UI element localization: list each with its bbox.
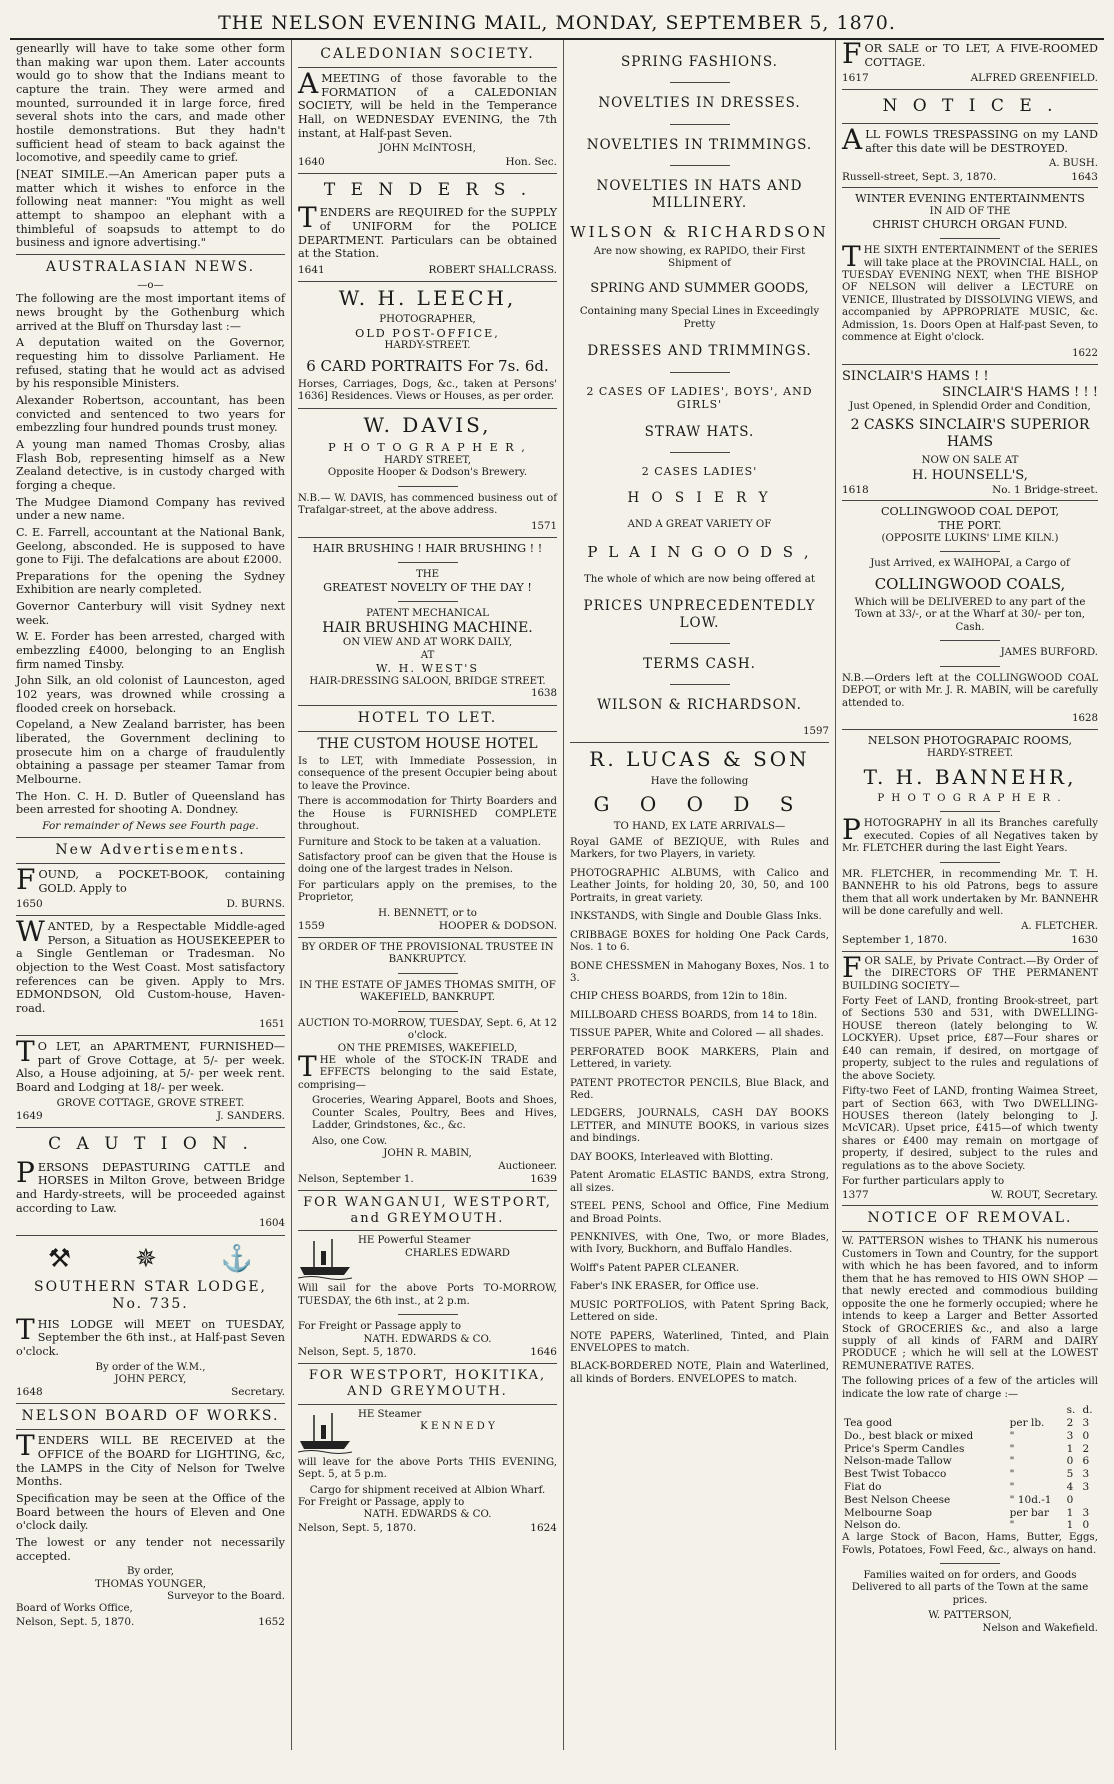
- price-row: Best Nelson Cheese " 10d.-1 0: [844, 1493, 1074, 1506]
- removal-heading: NOTICE OF REMOVAL.: [867, 1210, 1073, 1227]
- news-item: The following are the most important items of news brought by the Gothenburg which arrived at the Bluff on Thursday last :—: [16, 292, 285, 333]
- leech-price: 6 CARD PORTRAITS For 7s. 6d.: [306, 356, 549, 375]
- stationery-item: INKSTANDS, with Single and Double Glass Inks.: [570, 911, 822, 923]
- bannehr-name: T. H. BANNEHR,: [863, 764, 1077, 789]
- fashion-line: NOVELTIES IN TRIMMINGS.: [586, 136, 813, 153]
- anchor-icon: ⚓: [220, 1243, 254, 1274]
- hair-machine: HAIR BRUSHING MACHINE.: [322, 620, 533, 637]
- winter-ad: THE SIXTH ENTERTAINMENT of the SERIES will take place at the PROVINCIAL HALL, on TUESDAY EVENING NEXT, when THE BISHOP OF NELSON will deliver a LECTURE on VENICE, Illustrated by DISSOLVING VIEWS, and accompanied by APPROPRIATE MUSIC, &c. Admission, 1s. Doors Open at Half-past Seven, to commence at Eight o'clock.: [842, 240, 1098, 344]
- caution-heading: C A U T I O N .: [48, 1133, 253, 1154]
- lucas-name: R. LUCAS & SON: [589, 747, 810, 772]
- lucas-items: [570, 837, 829, 1386]
- news-item: Preparations for the opening the Sydney Exhibition are nearly completed.: [16, 569, 285, 597]
- coal-heading: COLLINGWOOD COAL DEPOT,: [880, 505, 1060, 519]
- westport-heading: FOR WESTPORT, HOKITIKA, AND GREYMOUTH.: [308, 1368, 547, 1399]
- price-row: Nelson do. " 1 0: [844, 1519, 1090, 1532]
- column-3: SPRING FASHIONS. NOVELTIES IN DRESSES. NOVELTIES IN TRIMMINGS. NOVELTIES IN HATS AND MILLINERY. WILSON & RICHARDSON Are now showing, ex RAPIDO, their First Shipment of SPRING AND SUMMER GOODS, Containing many Special Lines in Exceedingly Pretty DRESSES AND TRIMMINGS. 2 CASES OF LADIES', BOYS', AND GIRLS' STRAW HATS. 2 CASES LADIES' H O S I E R Y AND A GREAT VARIETY OF P L A I N G O O D S , The whole of which are now being offered at PRICES UNPRECEDENTEDLY LOW. TERMS CASH. WILSON & RICHARDSON. 1597 R. LUCAS & SON Have the following G O O D S TO HAND, EX LATE ARRIVALS— Royal GAME of BEZIQUE, with Rules and Markers, for two Players, in variety. PHOTOGRAPHIC ALBUMS, with Calico and Leather Joints, for holding 20, 30, 50, and 100 Portraits, in great variety. INKSTANDS, with Single and Double Glass Inks. CRIBBAGE BOXES for holding One Pack Cards, Nos. 1 to 6. BONE CHESSMEN in Mahogany Boxes, Nos. 1 to 3. CHIP CHESS BOARDS, from 12in to 18in. MILLBOARD CHESS BOARDS, from 14 to 18in. TISSUE PAPER, White and Colored — all shades. PERFORATED BOOK MARKERS, Plain and Lettered, in variety. PATENT PROTECTOR PENCILS, Blue Black, and Red. LEDGERS, JOURNALS, CASH DAY BOOKS LETTER, and MINUTE BOOKS, in various sizes and bindings. DAY BOOKS, Interleaved with Blotting. Patent Aromatic ELASTIC BANDS, extra Strong, all sizes. STEEL PENS, School and Office, Fine Medium and Broad Points. PENKNIVES, with One, Two, or more Blades, with Ivory, Buckhorn, and Buffalo Handles. Wolff's Patent PAPER CLEANER. Faber's INK ERASER, for Office use. MUSIC PORTFOLIOS, with Patent Spring Back, Lettered on side. NOTE PAPERS, Waterlined, Tinted, and Plain ENVELOPES to match. BLACK-BORDERED NOTE, Plain and Waterlined, all kinds of Borders. ENVELOPES to match.: [564, 40, 836, 1750]
- stationery-item: Wolff's Patent PAPER CLEANER.: [570, 1262, 740, 1274]
- masonic-emblems: [16, 1244, 285, 1276]
- leech-name: W. H. LEECH,: [338, 285, 517, 310]
- to-let-ad: T O LET, an APARTMENT, FURNISHED—part of Grove Cottage, at 5/- per week. Also, a House adjoining, at 5/- per week rent. Board and Lodging at 18/- per week.: [16, 1035, 285, 1094]
- stationery-item: MILLBOARD CHESS BOARDS, from 14 to 18in.: [570, 1009, 818, 1021]
- compass-icon: ⚒: [47, 1243, 72, 1274]
- hams-heading: SINCLAIR'S HAMS ! !: [842, 369, 989, 385]
- stationery-item: PATENT PROTECTOR PENCILS, Blue Black, and Red.: [570, 1077, 829, 1102]
- caledonian-heading: CALEDONIAN SOCIETY.: [320, 46, 535, 62]
- stationery-item: PENKNIVES, with One, Two, or more Blades, with Ivory, Buckhorn, and Buffalo Handles.: [570, 1231, 829, 1256]
- fashion-line: SPRING FASHIONS.: [621, 54, 778, 70]
- stationery-item: CRIBBAGE BOXES for holding One Pack Cards, Nos. 1 to 6.: [570, 929, 829, 954]
- news-item: A young man named Thomas Crosby, alias Flash Bob, representing himself as a New Zealand detective, is in custody charged with forging a cheque.: [16, 437, 285, 492]
- removal-ad: W. PATTERSON wishes to THANK his numerous Customers in Town and Country, for the support with which he has been favored, and to inform them that he has removed to HIS OWN SHOP — that newly erected and commodious building opposite the one he formerly occupied; where he intends to keep a Larger and Better Assorted Stock of GROCERIES &c., and also a large supply of all kinds of FARM and DAIRY PRODUCE ; which he will sell at the LOWEST REMUNERATIVE RATES.: [842, 1236, 1098, 1372]
- price-row: Nelson-made Tallow " 0 6: [844, 1455, 1090, 1468]
- column-2: CALEDONIAN SOCIETY. AMEETING of those favorable to the FORMATION of a CALEDONIAN SOCIETY, will be held in the Temperance Hall, on WEDNESDAY EVENING, the 7th instant, at Half-past Seven. JOHN McINTOSH, 1640 Hon. Sec. T E N D E R S . TENDERS are REQUIRED for the SUPPLY of UNIFORM for the POLICE DEPARTMENT. Particulars can be obtained at the Station. 1641 ROBERT SHALLCRASS. W. H. LEECH, PHOTOGRAPHER, OLD POST-OFFICE, HARDY-STREET. 6 CARD PORTRAITS For 7s. 6d. Horses, Carriages, Dogs, &c., taken at Persons' 1636] Residences. Views or Houses, as per order. W. DAVIS, P H O T O G R A P H E R , HARDY STREET, Opposite Hooper & Dodson's Brewery. N.B.— W. DAVIS, has commenced business out of Trafalgar-street, at the above address. 1571 HAIR BRUSHING ! HAIR BRUSHING ! ! THE GREATEST NOVELTY OF THE DAY ! PATENT MECHANICAL HAIR BRUSHING MACHINE. ON VIEW AND AT WORK DAILY, AT W. H. WEST'S HAIR-DRESSING SALOON, BRIDGE STREET. 1638 HOTEL TO LET. THE CUSTOM HOUSE HOTEL Is to LET, with Immediate Possession, in consequence of the present Occupier being about to leave the Province. There is accommodation for Thirty Boarders and the House is FURNISHED COMPLETE throughout. Furniture and Stock to be taken at a valuation. Satisfactory proof can be given that the House is doing one of the largest trades in Nelson. For particulars apply on the premises, to the Proprietor, H. BENNETT, or to 1559 HOOPER & DODSON. BY ORDER OF THE PROVISIONAL TRUSTEE IN BANKRUPTCY. IN THE ESTATE OF JAMES THOMAS SMITH, OF WAKEFIELD, BANKRUPT. AUCTION TO-MORROW, TUESDAY, Sept. 6, At 12 o'clock. ON THE PREMISES, WAKEFIELD, THE whole of the STOCK-IN TRADE and EFFECTS belonging to the said Estate, comprising— Groceries, Wearing Apparel, Boots and Shoes, Counter Scales, Poultry, Bees and Hives, Ladder, Grindstones, &c., &c. Also, one Cow. JOHN R. MABIN, Auctioneer. Nelson, September 1. 1639 FOR WANGANUI, WESTPORT, and GREYMOUTH. HE Powerful Steamer CHARLES EDWARD Will sail for the above Ports TO-MORROW, TUESDAY, the 6th inst., at 2 p.m. For Freight or Passage apply to NATH. EDWARDS & CO. Nelson, Sept. 5, 1870. 1646 FOR WESTPORT, HOKITIKA, AND GREYMOUTH. HE Steamer K E N N E D Y will leave for the above Ports THIS EVENING, Sept. 5, at 5 p.m. Cargo for shipment received at Albion Wharf. For Freight or Passage, apply to NATH. EDWARDS & CO. Nelson, Sept. 5, 1870. 1624: [292, 40, 564, 1750]
- bankruptcy-ad: THE whole of the STOCK-IN TRADE and EFFECTS belonging to the said Estate, comprising—: [298, 1050, 557, 1091]
- hair-heading: HAIR BRUSHING ! HAIR BRUSHING ! !: [312, 542, 543, 556]
- stationery-item: BONE CHESSMEN in Mahogany Boxes, Nos. 1 to 3.: [570, 960, 829, 984]
- news-item: John Silk, an old colonist of Launceston, aged 102 years, was drowned while crossing a flooded creek on horseback.: [16, 674, 285, 715]
- column-4: FOR SALE or TO LET, A FIVE-ROOMED COTTAGE. 1617 ALFRED GREENFIELD. N O T I C E . ALL FOWLS TRESPASSING on my LAND after this date will be DESTROYED. A. BUSH. Russell-street, Sept. 3, 1870. 1643 WINTER EVENING ENTERTAINMENTS IN AID OF THE CHRIST CHURCH ORGAN FUND. THE SIXTH ENTERTAINMENT of the SERIES will take place at the PROVINCIAL HALL, on TUESDAY EVENING NEXT, when THE BISHOP OF NELSON will deliver a LECTURE on VENICE, Illustrated by DISSOLVING VIEWS, and accompanied by APPROPRIATE MUSIC, &c. Admission, 1s. Doors Open at Half-past Seven, to commence at Eight o'clock. 1622 SINCLAIR'S HAMS ! ! SINCLAIR'S HAMS ! ! ! Just Opened, in Splendid Order and Condition, 2 CASKS SINCLAIR'S SUPERIOR HAMS NOW ON SALE AT H. HOUNSELL'S, 1618 No. 1 Bridge-street. COLLINGWOOD COAL DEPOT, THE PORT. (OPPOSITE LUKINS' LIME KILN.) Just Arrived, ex WAIHOPAI, a Cargo of COLLINGWOOD COALS, Which will be DELIVERED to any part of the Town at 33/-, or at the Wharf at 30/- per ton, Cash. JAMES BURFORD. N.B.—Orders left at the COLLINGWOOD COAL DEPOT, or with Mr. J. R. MABIN, will be carefully attended to. 1628 NELSON PHOTOGRAPAIC ROOMS, HARDY-STREET. T. H. BANNEHR, P H O T O G R A P H E R . PHOTOGRAPHY in all its Branches carefully executed. Copies of all Negatives taken by Mr. FLETCHER during the last Eight Years. MR. FLETCHER, in recommending Mr. T. H. BANNEHR to his old Patrons, begs to assure them that all work undertaken by Mr. BANNEHR will be done carefully and well. A. FLETCHER. September 1, 1870. 1630 FOR SALE, by Private Contract.—By Order of the DIRECTORS OF THE PERMANENT BUILDING SOCIETY— Forty Feet of LAND, fronting Brook-street, part of Sections 530 and 531, with DWELLING-HOUSE thereon (lately belonging to W. LOCKYER). Upset price, £87—Four shares or £40 can remain, if desired, on mortgage of property, subject to the rules and regulations of the above Society. Fifty-two Feet of LAND, fronting Waimea Street, part of Section 663, with Two DWELLING-HOUSES thereon (lately belonging to J. McVICAR). Upset price, £415—of which twenty shares or £400 may remain on mortgage of property, if desired, subject to the rules and regulations as to the above Society. For further particulars apply to 1377 W. ROUT, Secretary. NOTICE OF REMOVAL. W. PATTERSON wishes to THANK his numerous Customers in Town and Country, for the support with which he has been favored, and to inform them that he has removed to HIS OWN SHOP — that newly erected and commodious building opposite the one he formerly occupied; where he intends to keep a Larger and Better Assorted Stock of GROCERIES &c., and also a large supply of all kinds of FARM and DAIRY PRODUCE ; which he will sell at the LOWEST REMUNERATIVE RATES. The following prices of a few of the articles will indicate the low rate of charge :— s. d. Tea good per lb. 2 3 Do., best black or mixed " 3 0 Price's Sperm Candles " 1 2 Nelson-made Tallow " 0 6 Best Twist Tobacco " 5 3 Fiat do " 4 3 Best Nelson Cheese " 10d.-1 0 Melbourne Soap per bar 1 3 Nelson do. " 1 0 A large Stock of Bacon, Hams, Butter, Eggs, Fowls, Potatoes, Fowl Feed, &c., always on hand. Families waited on for orders, and Goods Delivered to all parts of the Town at the same prices. W. PATTERSON, Nelson and Wakefield.: [842, 40, 1098, 1634]
- stationery-item: DAY BOOKS, Interleaved with Blotting.: [570, 1151, 774, 1163]
- works-heading: NELSON BOARD OF WORKS.: [21, 1408, 280, 1425]
- steamer-icon: [298, 1237, 352, 1281]
- tenders-ad: TENDERS are REQUIRED for the SUPPLY of UNIFORM for the POLICE DEPARTMENT. Particulars can be obtained at the Station.: [298, 201, 557, 261]
- photo-rooms-heading: NELSON PHOTOGRAPAIC ROOMS,: [867, 734, 1073, 748]
- davis-name: W. DAVIS,: [363, 412, 492, 437]
- stationery-item: STEEL PENS, School and Office, Fine Medium and Broad Points.: [570, 1201, 829, 1225]
- wanganui-heading: FOR WANGANUI, WESTPORT, and GREYMOUTH.: [303, 1194, 552, 1226]
- lodge-heading: SOUTHERN STAR LODGE, No. 735.: [34, 1279, 267, 1313]
- caution-ad: PERSONS DEPASTURING CATTLE and HORSES in Milton Grove, between Bridge and Hardy-streets, will be proceeded against according to Law.: [16, 1155, 285, 1215]
- masthead: THE NELSON EVENING MAIL, MONDAY, SEPTEMBER 5, 1870.: [10, 6, 1104, 40]
- found-ad: FOUND, a POCKET-BOOK, containing GOLD. Apply to: [16, 862, 285, 896]
- ship-charles-edward: CHARLES EDWARD: [405, 1247, 510, 1259]
- price-row: Fiat do " 4 3: [844, 1480, 1090, 1493]
- price-row: Best Twist Tobacco " 5 3: [844, 1468, 1090, 1481]
- stationery-item: CHIP CHESS BOARDS, from 12in to 18in.: [570, 991, 788, 1003]
- fashion-line: NOVELTIES IN DRESSES.: [598, 95, 801, 112]
- lodge-ad: THIS LODGE will MEET on TUESDAY, September the 6th inst., at Half-past Seven o'clock.: [16, 1312, 285, 1358]
- australasian-heading: AUSTRALASIAN NEWS.: [45, 258, 256, 275]
- news-item: The Mudgee Diamond Company has revived under a new name.: [16, 495, 285, 523]
- news-footnote: For remainder of News see Fourth page.: [42, 819, 259, 832]
- news-item: C. E. Farrell, accountant at the National Bank, Geelong, absconded. He is supposed to have gone to Fiji. The defalcations are about £2000.: [16, 525, 285, 567]
- news-item: Alexander Robertson, accountant, has been convicted and sentenced to two years for embezzling four hundred pounds trust money.: [16, 393, 285, 435]
- stationery-item: Royal GAME of BEZIQUE, with Rules and Markers, for two Players, in variety.: [570, 837, 829, 861]
- price-row: Melbourne Soap per bar 1 3: [844, 1506, 1090, 1519]
- news-item: A deputation waited on the Governor, requesting him to dissolve Parliament. He refused, stating that he would act as advised by his responsible Ministers.: [16, 336, 285, 391]
- new-ads-heading: New Advertisements.: [55, 841, 246, 858]
- stationery-item: NOTE PAPERS, Waterlined, Tinted, and Plain ENVELOPES to match.: [570, 1330, 829, 1355]
- wilson-richardson-name: WILSON & RICHARDSON: [570, 223, 829, 242]
- stationery-item: Faber's INK ERASER, for Office use.: [570, 1281, 759, 1293]
- news-item: W. E. Forder has been arrested, charged with embezzling £4000, belonging to an English firm named Tinsby.: [16, 630, 285, 671]
- fowls-notice: ALL FOWLS TRESPASSING on my LAND after this date will be DESTROYED.: [842, 122, 1098, 156]
- works-ad: TENDERS WILL BE RECEIVED at the OFFICE of the BOARD for LIGHTING, &c, the LAMPS in the City of Nelson for Twelve Months.: [16, 1429, 285, 1489]
- price-row: Do., best black or mixed " 3 0: [844, 1429, 1090, 1442]
- news-item: Copeland, a New Zealand barrister, has been liberated, the Government declining to prosecute him on a charge of fraudulently obtaining a passage per steamer Tamar from Melbourne.: [16, 718, 285, 787]
- fashion-lines: [570, 54, 829, 211]
- cottage-ad: FOR SALE or TO LET, A FIVE-ROOMED COTTAGE.: [842, 40, 1098, 70]
- fashion-line: NOVELTIES IN HATS AND MILLINERY.: [596, 178, 803, 211]
- stationery-item: Patent Aromatic ELASTIC BANDS, extra Strong, all sizes.: [570, 1170, 829, 1194]
- newspaper-page: [10, 6, 1104, 1766]
- column-1: genearlly will have to take some other form than making war upon them. Later accounts would go to show that the Indians meant to capture the train. They were armed and mounted, surrounded it in large force, fired several shots into the cars, and made other hostile demonstrations. But they hadn't sufficient head of steam to back against the locomotive, and speedily came to grief. [NEAT SIMILE.—An American paper puts a matter which it wishes to enforce in the following neat manner: "You might as well attempt to shampoo an elephant with a thimbleful of soapsuds to attempt to do business and ignore advertising." AUSTRALASIAN NEWS. —o— The following are the most important items of news brought by the Gothenburg which arrived at the Bluff on Thursday last :— A deputation waited on the Governor, requesting him to dissolve Parliament. He refused, stating that he would act as advised by his responsible Ministers. Alexander Robertson, accountant, has been convicted and sentenced to two years for embezzling four hundred pounds trust money. A young man named Thomas Crosby, alias Flash Bob, representing himself as a New Zealand detective, is in custody charged with forging a cheque. The Mudgee Diamond Company has revived under a new name. C. E. Farrell, accountant at the National Bank, Geelong, absconded. He is supposed to have gone to Fiji. The defalcations are about £2000. Preparations for the opening the Sydney Exhibition are nearly completed. Governor Canterbury will visit Sydney next week. W. E. Forder has been arrested, charged with embezzling £4000, belonging to an English firm named Tinsby. John Silk, an old colonist of Launceston, aged 102 years, was drowned while crossing a flooded creek on horseback. Copeland, a New Zealand barrister, has been liberated, the Government declining to prosecute him on a charge of fraudulently obtaining a passage per steamer Tamar from Melbourne. The Hon. C. H. D. Butler of Queensland has been arrested for shooting A. Dondney. For remainder of News see Fourth page. New Advertisements. FOUND, a POCKET-BOOK, containing GOLD. Apply to 1650 D. BURNS. WANTED, by a Respectable Middle-aged Person, a Situation as HOUSEKEEPER to a Single Gentleman or Tradesman. No objection to the West Coast. Most satisfactory references can be given. Apply to Mrs. EDMONDSON, Old Custom-house, Haven-road. 1651 T O LET, an APARTMENT, FURNISHED—part of Grove Cottage, at 5/- per week. Also, a House adjoining, at 5/- per week rent. Board and Lodging at 18/- per week. GROVE COTTAGE, GROVE STREET. 1649 J. SANDERS. C A U T I O N . PERSONS DEPASTURING CATTLE and HORSES in Milton Grove, between Bridge and Hardy-streets, will be proceeded against according to Law. 1604 ⚒ ✵ ⚓ SOUTHERN STAR LODGE, No. 735. THIS LODGE will MEET on TUESDAY, September the 6th inst., at Half-past Seven o'clock. By order of the W.M., JOHN PERCY, 1648 Secretary. NELSON BOARD OF WORKS. TENDERS WILL BE RECEIVED at the OFFICE of the BOARD for LIGHTING, &c, the LAMPS in the City of Nelson for Twelve Months. Specification may be seen at the Office of the Board between the hours of Eleven and One o'clock daily. The lowest or any tender not necessarily accepted. By order, THOMAS YOUNGER, Surveyor to the Board. Board of Works Office, Nelson, Sept. 5, 1870. 1652: [10, 40, 292, 1750]
- collingwood-coals: COLLINGWOOD COALS,: [874, 574, 1066, 593]
- notice-heading: N O T I C E .: [882, 96, 1058, 117]
- news-item: The Hon. C. H. D. Butler of Queensland has been arrested for shooting A. Dondney.: [16, 789, 285, 817]
- stationery-item: PERFORATED BOOK MARKERS, Plain and Lettered, in variety.: [570, 1046, 829, 1071]
- price-row: Price's Sperm Candles " 1 2: [844, 1442, 1090, 1455]
- stationery-item: PHOTOGRAPHIC ALBUMS, with Calico and Leather Joints, for holding 20, 30, 50, and 100 Portraits, in great variety.: [570, 867, 829, 904]
- hotel-name: THE CUSTOM HOUSE HOTEL: [317, 735, 538, 752]
- tenders-heading: T E N D E R S .: [323, 179, 532, 200]
- caledonian-ad: AMEETING of those favorable to the FORMATION of a CALEDONIAN SOCIETY, will be held in the Temperance Hall, on WEDNESDAY EVENING, the 7th instant, at Half-past Seven.: [298, 67, 557, 140]
- stationery-item: MUSIC PORTFOLIOS, with Patent Spring Back, Lettered on side.: [570, 1299, 829, 1324]
- wanted-ad: WANTED, by a Respectable Middle-aged Person, a Situation as HOUSEKEEPER to a Single Gentleman or Tradesman. No objection to the West Coast. Most satisfactory references can be given. Apply to Mrs. EDMONDSON, Old Custom-house, Haven-road.: [16, 914, 285, 1015]
- indian-article: genearlly will have to take some other form than making war upon them. Later accounts would go to show that the Indians meant to capture the train. They were armed and mounted, surrounded it in large force, fired several shots into the cars, and made other hostile demonstrations. But they hadn't sufficient head of steam to back against the locomotive, and speedily came to grief.: [16, 42, 285, 165]
- steamer-icon: [298, 1411, 352, 1455]
- news-item: Governor Canterbury will visit Sydney next week.: [16, 600, 285, 627]
- price-row: Tea good per lb. 2 3: [844, 1416, 1090, 1429]
- hotel-heading: HOTEL TO LET.: [357, 709, 498, 726]
- photo-ad: PHOTOGRAPHY in all its Branches carefully executed. Copies of all Negatives taken by Mr. FLETCHER during the last Eight Years.: [842, 813, 1098, 855]
- hams-casks: 2 CASKS SINCLAIR'S SUPERIOR HAMS: [850, 417, 1090, 451]
- ship-kennedy: K E N N E D Y: [420, 1421, 495, 1433]
- simile-article: [NEAT SIMILE.—An American paper puts a matter which it wishes to enforce in the following neat manner: "You might as well attempt to shampoo an elephant with a thimbleful of soapsuds to attempt to do business and ignore advertising.": [16, 167, 285, 250]
- star-icon: ✵: [135, 1243, 157, 1274]
- stationery-item: BLACK-BORDERED NOTE, Plain and Waterlined, all kinds of Borders. ENVELOPES to match.: [570, 1361, 829, 1385]
- bankruptcy-order: BY ORDER OF THE PROVISIONAL TRUSTEE IN BANKRUPTCY.: [301, 941, 554, 966]
- stationery-item: TISSUE PAPER, White and Colored — all shades.: [570, 1028, 824, 1040]
- price-list: s. d. Tea good per lb. 2 3 Do., best black or mixed " 3 0 Price's Sperm Candles " 1 2 Nelson-made Tallow " 0 6 Best Twist Tobacco " 5 3 Fiat do " 4 3 Best Nelson Cheese " 10d.-1 0 Melbourne Soap per bar 1 3 Nelson do. " 1 0: [842, 1404, 1098, 1532]
- stationery-item: LEDGERS, JOURNALS, CASH DAY BOOKS LETTER, and MINUTE BOOKS, in various sizes and bindings.: [570, 1108, 829, 1145]
- australasian-news: [16, 292, 285, 817]
- land-sale-ad: FOR SALE, by Private Contract.—By Order of the DIRECTORS OF THE PERMANENT BUILDING SOCIETY—: [842, 950, 1098, 992]
- winter-heading: WINTER EVENING ENTERTAINMENTS: [855, 192, 1085, 206]
